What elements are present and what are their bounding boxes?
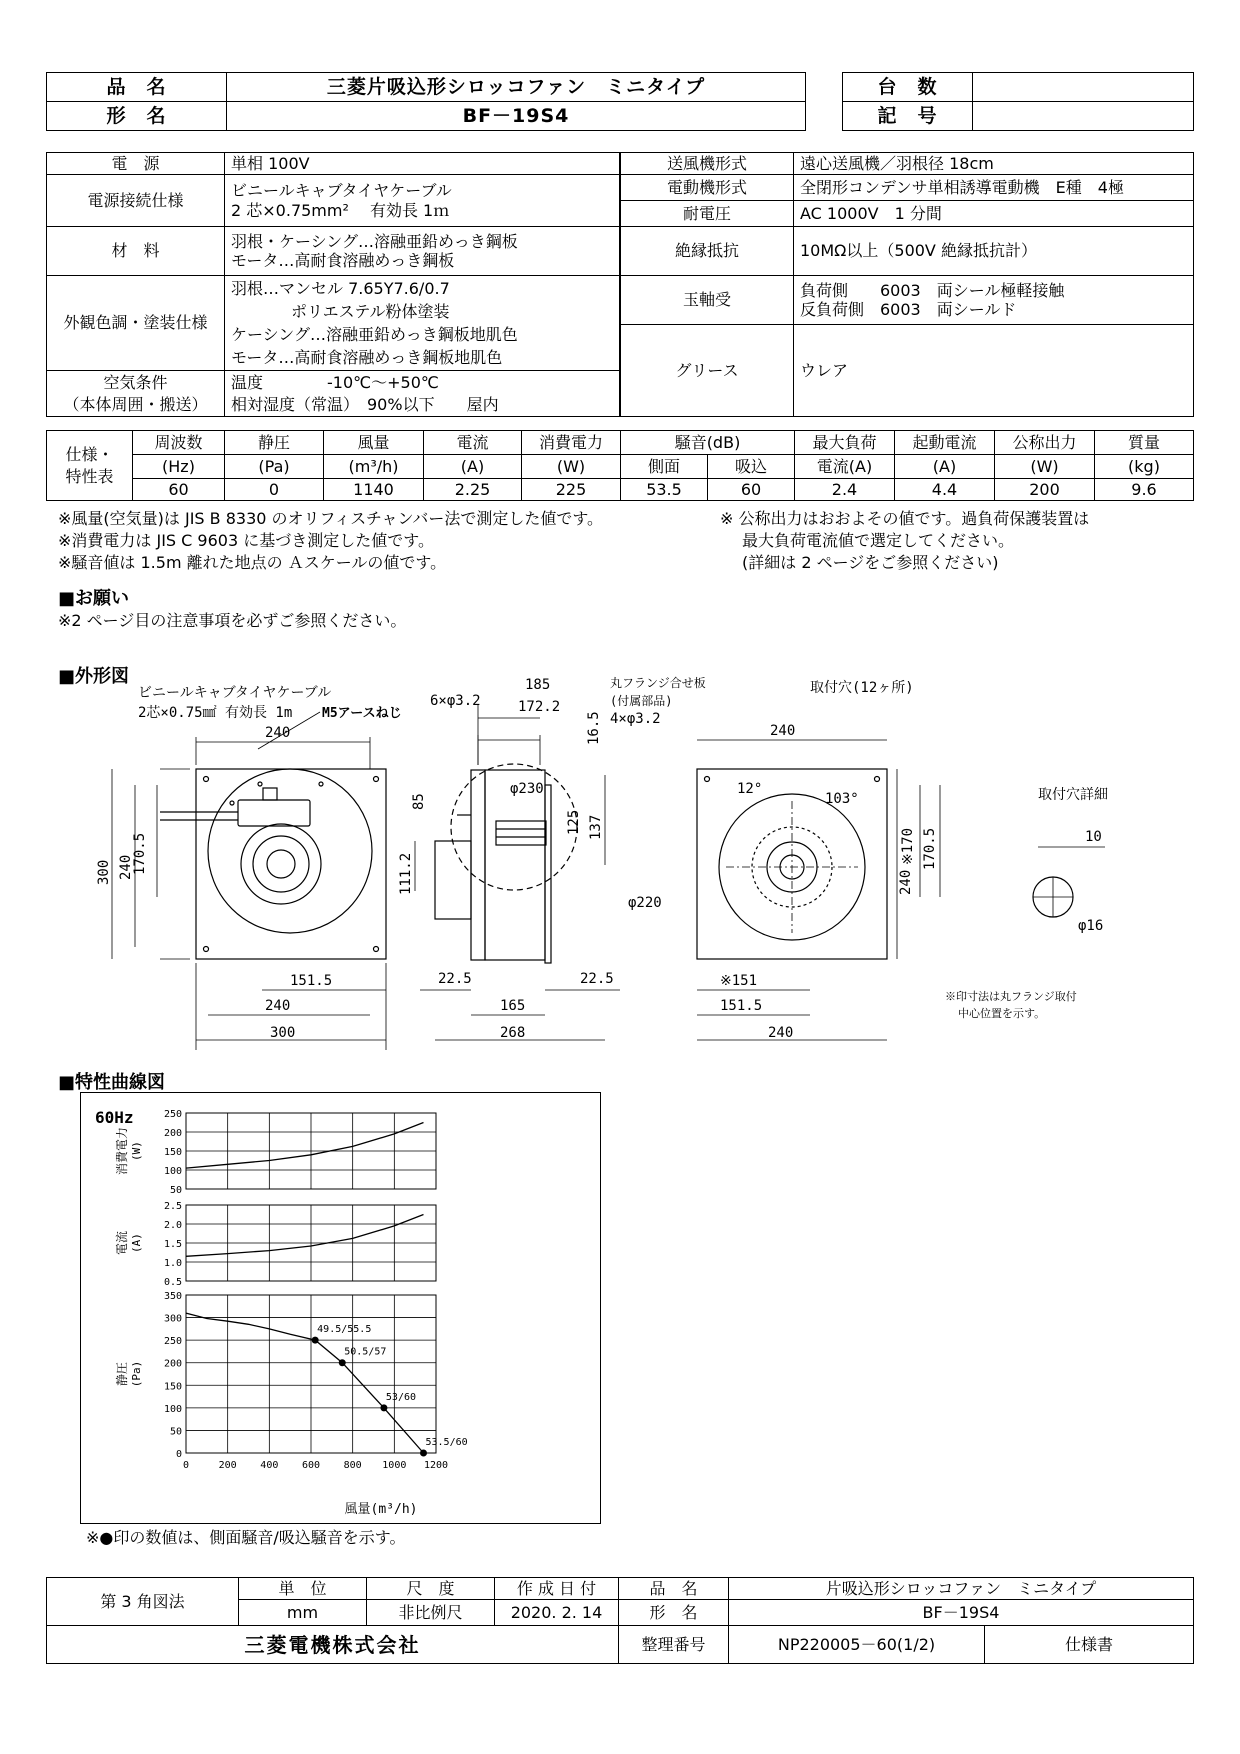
power-conn-label: 電源接続仕様 <box>47 175 225 227</box>
outline-drawing <box>96 665 1150 1050</box>
y-axis-unit: (Pa) <box>130 1360 143 1388</box>
chart-title: 60Hz <box>95 1108 134 1127</box>
model: BF－19S4 <box>227 102 806 131</box>
grease-value: ウレア <box>794 325 1194 417</box>
y-tick-label: 100 <box>163 1166 182 1177</box>
notes-right: ※ 公称出力はおおよその値です。過負荷保護装置は 最大負荷電流値で選定してください。 (詳細は 2 ページをご参照ください) <box>720 509 1090 572</box>
dim: 165 <box>500 998 526 1014</box>
chart-xlabel: 風量(m³/h) <box>344 1502 418 1517</box>
perf-unit: (A) <box>895 455 995 479</box>
perf-unit: 電流(A) <box>795 455 895 479</box>
air-label: 空気条件 （本体周囲・搬送） <box>47 371 225 417</box>
flange-label-1: 丸フランジ合せ板 <box>610 676 706 690</box>
dim: φ230 <box>510 781 544 797</box>
terminal-box <box>238 800 310 826</box>
outline-title: ■外形図 <box>58 666 130 687</box>
dim: 170.5 <box>922 827 938 870</box>
perf-value: 1140 <box>324 479 424 501</box>
series-line <box>186 1313 424 1453</box>
dim: φ16 <box>1078 918 1104 934</box>
notes-left: ※風量(空気量)は JIS B 8330 のオリフィスチャンバー法で測定した値です。 ※消費電力は JIS C 9603 に基づき測定した値です。 ※騒音値は 1.5m 離れた地点の Ａスケールの値です。 <box>58 509 604 572</box>
x-tick-label: 1000 <box>382 1460 407 1471</box>
y-tick-label: 0 <box>175 1449 182 1460</box>
characteristic-chart <box>80 1092 601 1524</box>
front-casing <box>196 769 386 959</box>
ref-label: 整理番号 <box>619 1626 729 1664</box>
dim: 10 <box>1085 829 1102 845</box>
y-tick-label: 2.0 <box>163 1220 182 1231</box>
y-tick-label: 1.0 <box>163 1258 182 1269</box>
unit-value: mm <box>239 1600 367 1626</box>
data-point <box>312 1337 319 1344</box>
x-tick-label: 200 <box>218 1460 237 1471</box>
blower-label: 送風機形式 <box>621 153 794 175</box>
withstand-label: 耐電圧 <box>621 201 794 227</box>
dim: 125 <box>566 809 582 835</box>
perf-value: 53.5 <box>621 479 708 501</box>
projection: 第 3 角図法 <box>47 1578 239 1626</box>
finish-value: 羽根…マンセル 7.65Y7.6/0.7 ポリエステル粉体塗装 ケーシング…溶融亜鉛めっき鋼板地肌色 モータ…高耐食溶融めっき鋼板地肌色 <box>225 276 620 371</box>
company-name: 三菱電機株式会社 <box>47 1626 619 1664</box>
cable-label-2: 2芯×0.75㎟ 有効長 1m <box>138 705 293 721</box>
spec-table-right <box>620 152 1194 417</box>
dim: 185 <box>525 677 551 693</box>
y-tick-label: 300 <box>163 1313 182 1325</box>
mount-label: 取付穴(12ヶ所) <box>810 680 914 696</box>
y-tick-label: 0.5 <box>163 1277 182 1288</box>
series-line <box>186 1123 424 1169</box>
dim: 151.5 <box>720 998 763 1014</box>
perf-header: 質量 <box>1095 431 1194 455</box>
perf-header: 風量 <box>324 431 424 455</box>
product-name-label: 品 名 <box>47 73 227 102</box>
dim: 300 <box>270 1025 296 1041</box>
perf-header: 電流 <box>424 431 522 455</box>
dim: 6×φ3.2 <box>430 693 481 709</box>
data-point <box>420 1450 427 1457</box>
bearing-label: 玉軸受 <box>621 276 794 325</box>
perf-header: 静圧 <box>225 431 324 455</box>
perf-header: 消費電力 <box>522 431 621 455</box>
product-name: 三菱片吸込形シロッコファン ミニタイプ <box>227 73 806 102</box>
data-point <box>380 1404 387 1411</box>
power-conn-value: ビニールキャブタイヤケーブル 2 芯×0.75mm² 有効長 1ｍ <box>225 175 620 227</box>
data-point <box>339 1359 346 1366</box>
unit-label: 単 位 <box>239 1578 367 1600</box>
x-tick-label: 1200 <box>423 1460 449 1471</box>
data-label: 53.5/60 <box>425 1437 468 1448</box>
footer-table <box>46 1577 1194 1664</box>
request-title: ■お願い <box>58 588 130 609</box>
y-tick-label: 200 <box>163 1128 182 1139</box>
drawing-footnote-2: 中心位置を示す。 <box>958 1007 1046 1020</box>
mark-value <box>973 102 1194 131</box>
bearing-value: 負荷側 6003 両シール極軽接触 反負荷側 6003 両シールド <box>794 276 1194 325</box>
dim: ※170 <box>900 827 916 865</box>
dim: 300 <box>96 859 112 885</box>
withstand-value: AC 1000V 1 分間 <box>794 201 1194 227</box>
finish-label: 外観色調・塗装仕様 <box>47 276 225 371</box>
y-axis-unit: (W) <box>130 1141 143 1161</box>
request-text: ※2 ページ目の注意事項を必ずご参照ください。 <box>58 611 407 630</box>
x-tick-label: 600 <box>301 1460 321 1471</box>
drawing-footnote-1: ※印寸法は丸フランジ取付 <box>945 990 1077 1003</box>
y-tick-label: 100 <box>163 1403 182 1415</box>
y-tick-label: 1.5 <box>163 1239 182 1250</box>
dim: φ220 <box>628 895 662 911</box>
y-axis-unit: (A) <box>130 1233 143 1253</box>
perf-unit: (A) <box>424 455 522 479</box>
y-tick-label: 150 <box>163 1381 182 1393</box>
motor-side <box>435 841 471 919</box>
dim: 137 <box>588 814 604 840</box>
spec-table-left <box>46 152 620 417</box>
perf-label: 仕様・ 特性表 <box>47 431 133 501</box>
x-tick-label: 800 <box>343 1460 362 1471</box>
perf-value: 60 <box>133 479 225 501</box>
perf-header: 公称出力 <box>995 431 1095 455</box>
dim: 240 <box>770 723 796 739</box>
material-label: 材 料 <box>47 227 225 276</box>
perf-header: 周波数 <box>133 431 225 455</box>
perf-unit: 吸込 <box>708 455 795 479</box>
mount-detail-label: 取付穴詳細 <box>1038 787 1108 803</box>
data-label: 49.5/55.5 <box>317 1324 372 1336</box>
cable-label-1: ビニールキャブタイヤケーブル <box>138 685 332 701</box>
dim: 170.5 <box>132 832 148 875</box>
mark-label: 記 号 <box>843 102 973 131</box>
dim: 4×φ3.2 <box>610 711 661 727</box>
y-tick-label: 2.5 <box>163 1201 182 1212</box>
y-axis-label: 消費電力 <box>115 1126 129 1176</box>
earth-label: M5アースねじ <box>322 706 402 721</box>
y-tick-label: 250 <box>163 1336 182 1348</box>
dim: 151.5 <box>290 973 333 989</box>
power-label: 電 源 <box>47 153 225 175</box>
dim: 103° <box>825 791 859 807</box>
motor-value: 全閉形コンデンサ単相誘導電動機 E種 4極 <box>794 175 1194 201</box>
header-table <box>46 72 806 131</box>
perf-header: 起動電流 <box>895 431 995 455</box>
count-value <box>973 73 1194 102</box>
data-label: 50.5/57 <box>344 1346 387 1358</box>
perf-unit: (m³/h) <box>324 455 424 479</box>
power-value: 単相 100V <box>225 153 620 175</box>
y-tick-label: 150 <box>163 1147 182 1158</box>
dim: 16.5 <box>586 711 602 745</box>
grease-label: グリース <box>621 325 794 417</box>
dim: 240 <box>265 998 291 1014</box>
y-tick-label: 50 <box>169 1185 182 1196</box>
motor-label: 電動機形式 <box>621 175 794 201</box>
date-label: 作 成 日 付 <box>495 1578 619 1600</box>
blower-value: 遠心送風機／羽根径 18cm <box>794 153 1194 175</box>
footer-model-label: 形 名 <box>619 1600 729 1626</box>
model-label: 形 名 <box>47 102 227 131</box>
x-tick-label: 0 <box>182 1460 190 1471</box>
x-tick-label: 400 <box>260 1460 279 1471</box>
perf-unit: 側面 <box>621 455 708 479</box>
perf-unit: (Hz) <box>133 455 225 479</box>
dim: 12° <box>737 781 763 797</box>
dim: 111.2 <box>398 852 414 895</box>
date-value: 2020. 2. 14 <box>495 1600 619 1626</box>
y-tick-label: 350 <box>163 1291 182 1302</box>
perf-value: 4.4 <box>895 479 995 501</box>
footer-name-label: 品 名 <box>619 1578 729 1600</box>
flange-label-2: (付属部品) <box>610 694 673 708</box>
perf-value: 0 <box>225 479 324 501</box>
perf-value: 2.25 <box>424 479 522 501</box>
ref-number: NP220005－60(1/2) <box>729 1626 985 1664</box>
perf-header: 騒音(dB) <box>621 431 795 455</box>
air-value: 温度 -10℃～+50℃ 相対湿度（常温） 90%以下 屋内 <box>225 371 620 417</box>
y-tick-label: 200 <box>163 1358 182 1370</box>
dim: 268 <box>500 1025 526 1041</box>
perf-value: 60 <box>708 479 795 501</box>
y-tick-label: 250 <box>163 1109 182 1120</box>
perf-header: 最大負荷 <box>795 431 895 455</box>
footer-model: BF－19S4 <box>729 1600 1194 1626</box>
dim: 240 <box>768 1025 794 1041</box>
perf-value: 225 <box>522 479 621 501</box>
doc-type: 仕様書 <box>985 1626 1194 1664</box>
perf-unit: (Pa) <box>225 455 324 479</box>
dim: 22.5 <box>580 971 614 987</box>
perf-value: 200 <box>995 479 1095 501</box>
dim: 172.2 <box>518 699 561 715</box>
y-axis-label: 静圧 <box>115 1361 129 1387</box>
series-line <box>186 1215 424 1257</box>
scale-value: 非比例尺 <box>367 1600 495 1626</box>
perf-unit: (W) <box>522 455 621 479</box>
curve-title: ■特性曲線図 <box>58 1072 166 1093</box>
y-tick-label: 50 <box>169 1426 182 1438</box>
perf-unit: (W) <box>995 455 1095 479</box>
dim: 240 <box>118 854 134 880</box>
material-value: 羽根・ケーシング…溶融亜鉛めっき鋼板 モータ…高耐食溶融めっき鋼板 <box>225 227 620 276</box>
perf-value: 9.6 <box>1095 479 1194 501</box>
data-label: 53/60 <box>385 1391 417 1403</box>
perf-value: 2.4 <box>795 479 895 501</box>
count-label: 台 数 <box>843 73 973 102</box>
perf-unit: (kg) <box>1095 455 1194 479</box>
footer-name: 片吸込形シロッコファン ミニタイプ <box>729 1578 1194 1600</box>
dim: 240 <box>265 725 291 741</box>
curve-note: ※●印の数値は、側面騒音/吸込騒音を示す。 <box>86 1528 406 1547</box>
dim: 85 <box>411 793 427 810</box>
dim: 240 <box>898 869 914 895</box>
scale-label: 尺 度 <box>367 1578 495 1600</box>
count-table <box>842 72 1194 131</box>
perf-table <box>46 430 1194 501</box>
dim: 22.5 <box>438 971 472 987</box>
y-axis-label: 電流 <box>115 1230 129 1256</box>
dim: ※151 <box>720 973 758 989</box>
insulation-label: 絶縁抵抗 <box>621 227 794 276</box>
insulation-value: 10MΩ以上（500V 絶縁抵抗計） <box>794 227 1194 276</box>
